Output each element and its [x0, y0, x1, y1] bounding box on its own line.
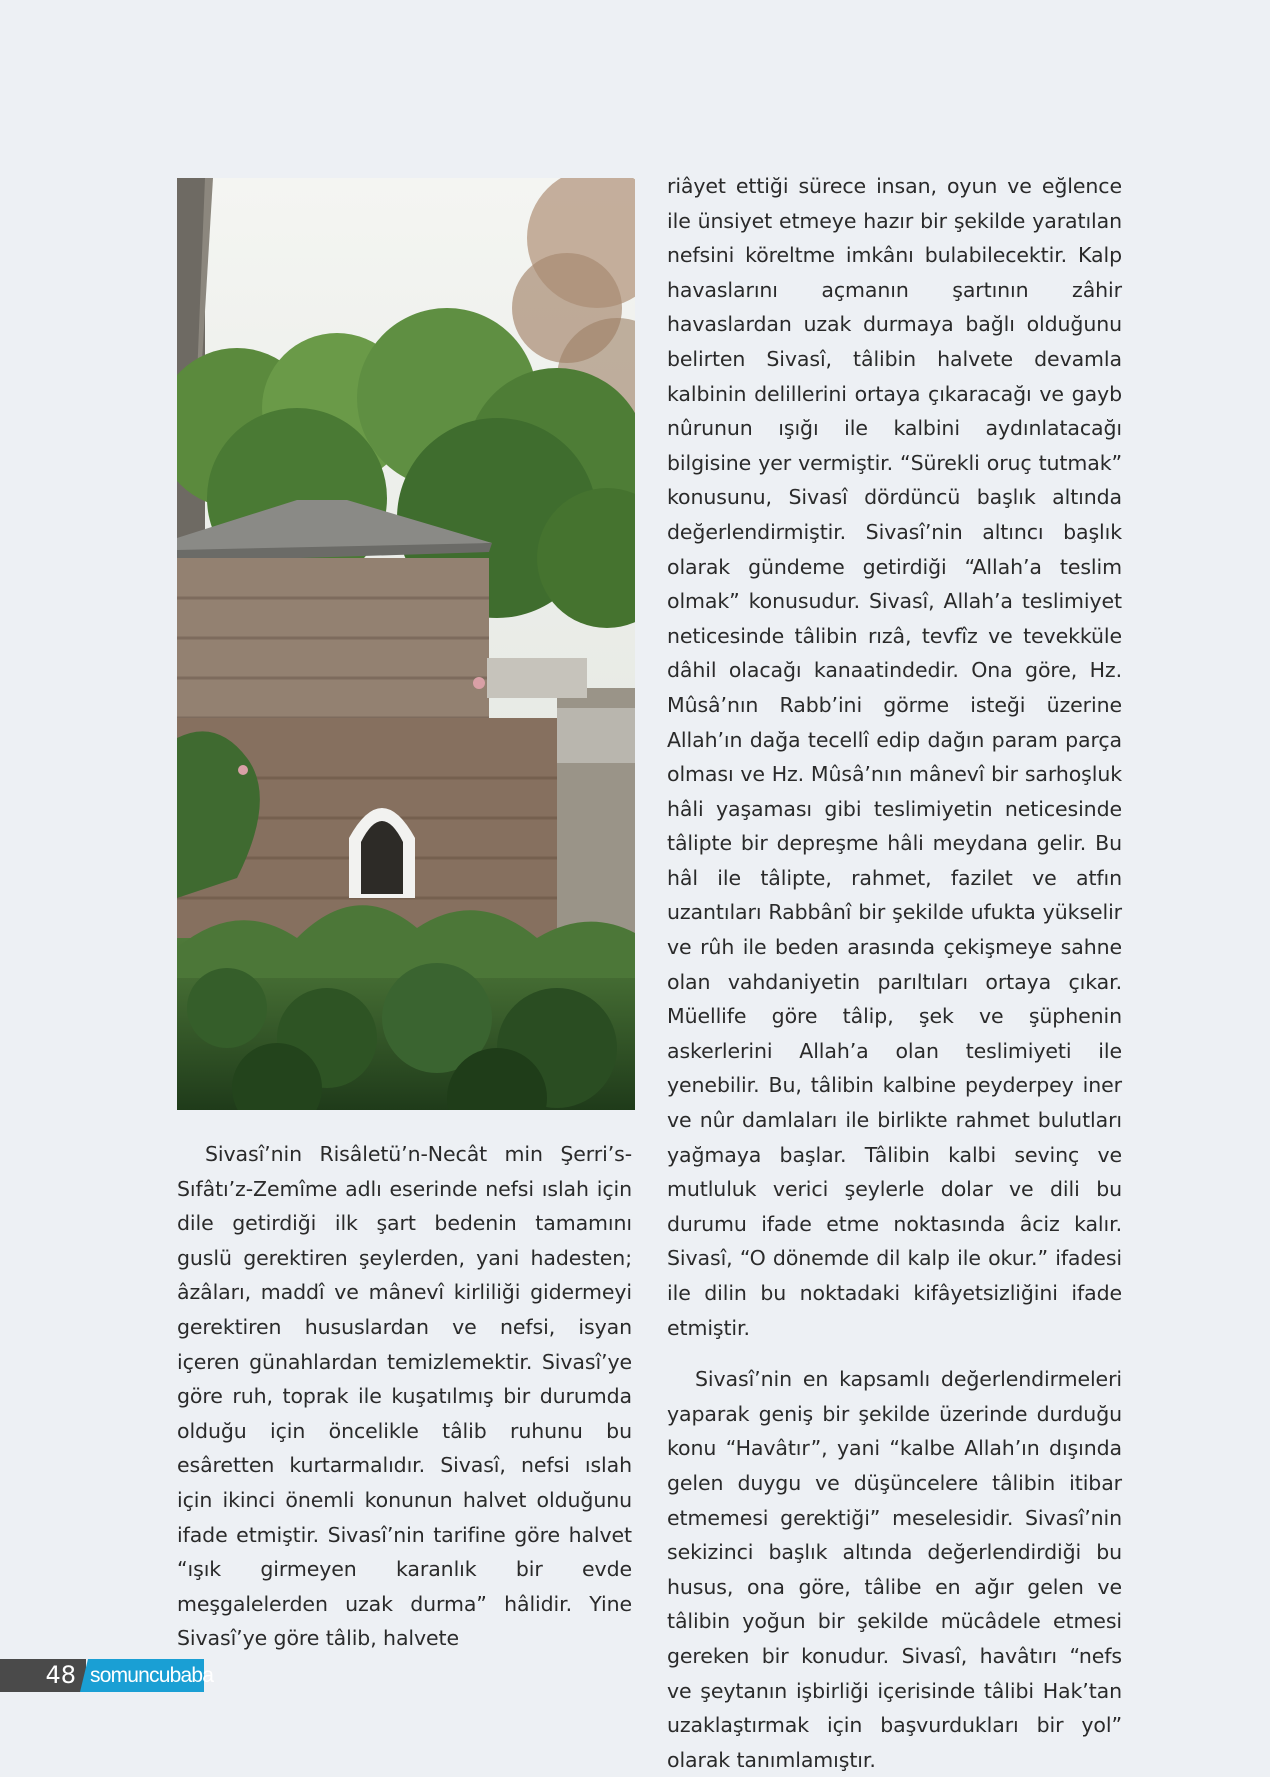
text-column-left	[177, 1137, 632, 1656]
tomb-illustration	[177, 178, 635, 1110]
paragraph: Sivasî’nin en kapsamlı değerlendirmeleri yaparak geniş bir şekilde üzerinde durduğu konu “Havâtır”, yani “kalbe Allah’ın dışında gelen duygu ve düşüncelere tâlibin itibar etmemesi gerektiği” meselesidir. Sivasî’nin sekizinci başlık altında değerlendirdiği bu husus, ona göre, tâlibe en ağır gelen ve tâlibin yoğun bir şekilde mücâdele etmesi gereken bir konudur. Sivasî, havâtırı “nefs ve şeytanın işbirliği içerisinde tâlibi Hak’tan uzaklaştırmak için başvurdukları bir yol” olarak tanımlamıştır.	[667, 1367, 1122, 1772]
paragraph: Sivasî’nin Risâletü’n-Necât min Şerri’s-Sıfâtı’z-Zemîme adlı eserinde nefsi ıslah için dile getirdiği ilk şart bedenin tamamını guslü gerektiren şeylerden, yani hadesten; âzâları, maddî ve mânevî kirliliği gidermeyi gerektiren hususlardan ve nefsi, isyan içeren günahlardan temizlemektir. Sivasî’ye göre ruh, toprak ile kuşatılmış bir durumda olduğu için öncelikle tâlib ruhunu bu esâretten kurtarmalıdır. Sivasî, nefsi ıslah için ikinci önemli konunun halvet olduğunu ifade etmiştir. Sivasî’nin tarifine göre halvet “ışık girmeyen karanlık bir evde meşgalelerden uzak durma” hâlidir. Yine Sivasî’ye göre tâlib, halvete	[177, 1142, 632, 1651]
page-footer	[0, 1659, 214, 1692]
paragraph: riâyet ettiği sürece insan, oyun ve eğlence ile ünsiyet etmeye hazır bir şekilde yaratılan nefsini köreltme imkânı bulabilecektir. Kalp havaslarını açmanın şartının zâhir havaslardan uzak durmaya bağlı olduğunu belirten Sivasî, tâlibin halvete devamla kalbinin delillerini ortaya çıkaracağı ve gayb nûrunun ışığı ile kalbini aydınlatacağı bilgisine yer vermiştir. “Sürekli oruç tutmak” konusunu, Sivasî dördüncü başlık altında değerlendirmiştir. Sivasî’nin altıncı başlık olarak gündeme getirdiği “Allah’a teslim olmak” konusudur. Sivasî, Allah’a teslimiyet neticesinde tâlibin rızâ, tevfîz ve tevekküle dâhil olacağı kanaatindedir. Ona göre, Hz. Mûsâ’nın Rabb’ini görme isteği üzerine Allah’ın dağa tecellî edip dağın param parça olması ve Hz. Mûsâ’nın mânevî bir sarhoşluk hâli yaşaması gibi teslimiyetin neticesinde tâlipte bir depreşme hâli meydana gelir. Bu hâl ile tâlipte, rahmet, fazilet ve atfın uzantıları Rabbânî bir şekilde ufukta yükselir ve rûh ile beden arasında çekişmeye sahne olan vahdaniyetin parıltıları ortaya çıkar. Müellife göre tâlip, şek ve şüphenin askerlerini Allah’a olan teslimiyeti ile yenebilir. Bu, tâlibin kalbine peyderpey iner ve nûr damlaları ile birlikte rahmet bulutları yağmaya başlar. Tâlibin kalbi sevinç ve mutluluk verici şeylerle dolar ve dili bu durumu ifade etme noktasında âciz kalır. Sivasî, “O dönemde dil kalp ile okur.” ifadesi ile dilin bu noktadaki kifâyetsizliğini ifade etmiştir.	[667, 174, 1122, 1340]
brand-logo: somuncubaba	[90, 1664, 214, 1687]
tomb-photo	[177, 178, 635, 1110]
text-column-right	[667, 169, 1122, 1777]
page-number: 48	[45, 1661, 76, 1689]
